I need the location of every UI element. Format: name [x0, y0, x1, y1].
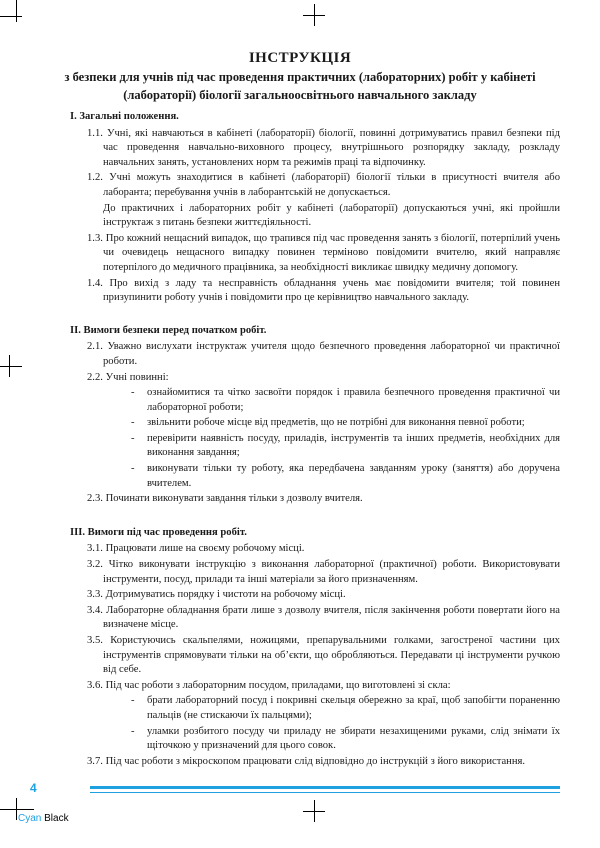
item-number: 3.1. [87, 543, 103, 555]
crop-mark [0, 366, 22, 367]
document-title: ІНСТРУКЦІЯ [248, 50, 352, 66]
item-text: Учні повинні: [105, 371, 169, 383]
list-item [70, 755, 560, 770]
item-number: 3.2. [87, 559, 103, 571]
item-text: Починати виконувати завдання тільки з дозволу вчителя. [105, 493, 363, 505]
bullet-item: - брати лабораторний посуд і покривні скельця обережно за краї, щоб запобігти пораненню пальців (не стискаючи їх пальцями); [131, 695, 560, 721]
list-item [70, 558, 560, 587]
item-number: 3.7. [87, 755, 103, 767]
document-body [70, 110, 560, 770]
bullet-item: - звільнити робоче місце від предметів, що не потрібні для виконання певної роботи; [131, 417, 525, 429]
bullet-text: уламки розбитого посуду чи приладу не збирати незахищеними руками, слід знімати їх щіточкою у призначений для цього совок. [147, 725, 560, 752]
bullet-item: - уламки розбитого посуду чи приладу не збирати незахищеними руками, слід знімати їх щіточкою у призначений для цього совок. [131, 725, 560, 752]
crop-mark [0, 16, 22, 17]
crop-mark [0, 809, 34, 810]
item-text: Користуючись скальпелями, ножицями, препарувальними голками, загостреної частини цих інструментів спрямовувати тільки на об’єкти, що обробляються. Передавати ці інструменти ручкою від себе. [103, 635, 560, 676]
list-item [70, 127, 560, 171]
bullet-item: - виконувати тільки ту роботу, яка передбачена завданням уроку (заняття) або доручена вчителем. [131, 463, 560, 489]
bullet-item: - перевірити наявність посуду, приладів, інструментів та інших предметів, необхідних для виконання завдання; [131, 432, 560, 459]
item-number: 2.1. [87, 341, 103, 353]
crop-mark [303, 811, 325, 812]
list-item [70, 604, 560, 633]
bullet-text: звільнити робоче місце від предметів, що не потрібні для виконання певної роботи; [147, 417, 525, 429]
list-item [70, 588, 560, 603]
item-number: 3.5. [87, 635, 103, 646]
list-item [70, 371, 560, 386]
item-text: Уважно вислухати інструктаж учителя щодо безпечного проведення лабораторної чи практичної роботи. [103, 341, 560, 367]
item-continuation: До практичних і лабораторних робіт у кабінеті (лабораторії) допускаються учні, які пройшли інструктаж з питань безпеки життєдіяльності. [103, 202, 560, 229]
bullet-text: виконувати тільки ту роботу, яка передбачена завданням уроку (заняття) або доручена вчителем. [147, 463, 560, 489]
item-number: 2.2. [87, 371, 103, 383]
list-item [70, 232, 560, 276]
footer-rule [90, 786, 560, 789]
item-text: Дотримуватись порядку і чистоти на робочому місці. [105, 589, 346, 601]
section-heading: ІІІ. Вимоги під час проведення робіт. [70, 526, 247, 538]
item-text: Про вихід з ладу та несправність обладнання учень має повідомити вчителя; той повинен призупинити роботу учнів і повідомити про це керівництво навчального закладу. [103, 277, 560, 304]
list-item [70, 171, 560, 200]
list-item [70, 679, 560, 694]
color-marks [18, 813, 69, 824]
item-text: Про кожний нещасний випадок, що трапився під час проведення занять з біології, потерпілий учень чи очевидець нещасного випадку повинен терміново повідомити вчителю, який направляє потерпілого до медичного працівника, за необхідності викликає швидку медичну допомогу. [103, 232, 560, 273]
item-number: 1.2. [87, 172, 103, 184]
footer-rule-thin [90, 792, 560, 793]
item-text: Лабораторне обладнання брати лише з дозволу вчителя, після закінчення роботи повертати його на визначене місце. [103, 604, 560, 631]
list-item [70, 634, 560, 678]
item-text: Під час роботи з мікроскопом працювати слід відповідно до інструкцій з його використання. [105, 755, 526, 767]
item-text: Під час роботи з лабораторним посудом, приладами, що виготовлені зі скла: [105, 679, 451, 691]
item-number: 1.3. [87, 232, 103, 244]
list-item [70, 340, 560, 369]
crop-mark [303, 15, 325, 16]
item-text: Учні можуть знаходитися в кабінеті (лабораторії) біології тільки в присутності вчителя або лаборанта; перебування учнів в лаборантській не допускається. [103, 172, 560, 198]
page-number: 4 [30, 781, 37, 795]
section-heading: І. Загальні положення. [70, 111, 179, 122]
list-item [70, 277, 560, 306]
color-mark-cyan: Cyan [18, 813, 42, 824]
color-mark-black: Black [44, 813, 69, 824]
list-item [70, 542, 560, 557]
item-text: Чітко виконувати інструкцію з виконання лабораторної (практичної) роботи. Використовувати інструменти, посуд, прилади та інші матеріали за його призначенням. [103, 559, 560, 585]
bullet-item: - ознайомитися та чітко засвоїти порядок і правила безпечного проведення практичної чи лабораторної роботи; [131, 387, 560, 413]
bullet-text: ознайомитися та чітко засвоїти порядок і правила безпечного проведення практичної чи лабораторної роботи; [147, 387, 560, 413]
section-heading: ІІ. Вимоги безпеки перед початком робіт. [70, 324, 267, 336]
item-number: 1.4. [87, 277, 103, 289]
item-number: 3.6. [87, 679, 103, 691]
bullet-text: перевірити наявність посуду, приладів, інструментів та інших предметів, необхідних для виконання завдання; [147, 432, 560, 459]
item-number: 1.1. [87, 127, 103, 139]
list-item [70, 492, 560, 507]
item-number: 3.4. [87, 604, 103, 616]
crop-mark [16, 0, 17, 22]
document-subtitle: з безпеки для учнів під час проведення практичних (лабораторних) робіт у кабінеті (лабораторії) біології загальноосвітнього навчального закладу [64, 70, 536, 102]
item-number: 2.3. [87, 493, 103, 505]
item-text: Учні, які навчаються в кабінеті (лабораторії) біології, повинні дотримуватись правил безпеки під час проведення навчально-виховного процесу, внутрішнього розпорядку закладу, розкладу навчальних занять, установлених норм та режимів праці та відпочинку. [103, 127, 560, 168]
bullet-text: брати лабораторний посуд і покривні скельця обережно за краї, щоб запобігти пораненню пальців (не стискаючи їх пальцями); [147, 695, 560, 721]
item-text: Працювати лише на своєму робочому місці. [105, 543, 305, 555]
item-number: 3.3. [87, 589, 103, 601]
